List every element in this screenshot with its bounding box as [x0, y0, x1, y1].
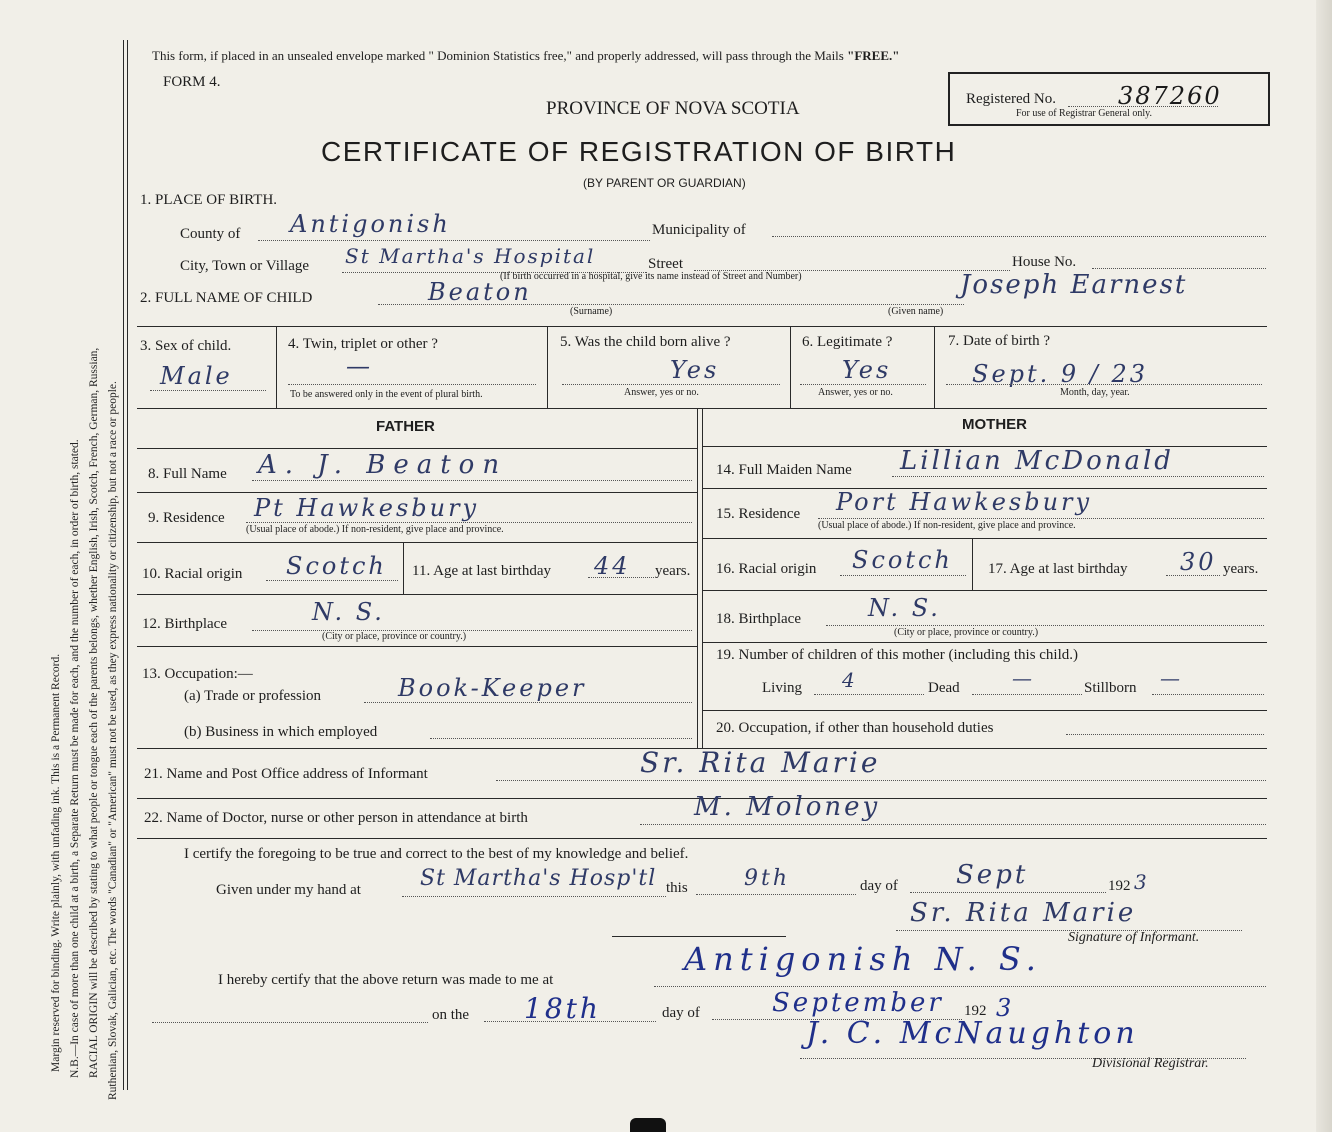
child-name-label: 2. FULL NAME OF CHILD: [140, 290, 313, 306]
given-label: Given under my hand at: [216, 882, 361, 898]
father-birthplace-note: (City or place, province or country.): [322, 631, 467, 642]
date-of-birth-label: 7. Date of birth ?: [948, 333, 1051, 349]
city-value: St Martha's Hospital: [345, 244, 596, 268]
house-number-label: House No.: [1012, 254, 1077, 270]
father-birthplace-value: N. S.: [312, 598, 385, 626]
margin-note-racial-origin: RACIAL ORIGIN will be described by stating to what people or tongue each of the parents belongs, whether English, Irish, Scotch, French, German, Russian,: [88, 347, 100, 1078]
mother-heading: MOTHER: [962, 416, 1027, 433]
registrar-year-suffix: 3: [996, 994, 1012, 1022]
doctor-label: 22. Name of Doctor, nurse or other person in attendance at birth: [144, 810, 528, 826]
informant-value: Sr. Rita Marie: [640, 746, 881, 779]
form-number: FORM 4.: [163, 74, 221, 90]
mother-racial-label: 16. Racial origin: [716, 561, 817, 577]
father-heading: FATHER: [376, 418, 435, 435]
mother-stillborn-label: Stillborn: [1084, 680, 1137, 696]
mother-racial-value: Scotch: [852, 546, 953, 574]
province-heading: PROVINCE OF NOVA SCOTIA: [546, 98, 800, 119]
father-business-label: (b) Business in which employed: [184, 724, 378, 740]
mother-residence-note: (Usual place of abode.) If non-resident, give place and province.: [818, 520, 1076, 531]
legitimate-note: Answer, yes or no.: [818, 387, 893, 398]
registered-number: 387260: [1118, 82, 1222, 110]
registrar-day-of-label: day of: [662, 1005, 700, 1021]
child-given-value: Joseph Earnest: [960, 270, 1188, 300]
mother-living-value: 4: [842, 668, 858, 692]
legitimate-label: 6. Legitimate ?: [802, 334, 893, 350]
given-day-value: 9th: [744, 866, 791, 891]
margin-rule: [123, 40, 124, 1090]
twin-note: To be answered only in the event of plural birth.: [290, 389, 483, 400]
mother-dead-label: Dead: [928, 680, 960, 696]
born-alive-value: Yes: [670, 356, 720, 384]
registrar-note: For use of Registrar General only.: [1016, 108, 1152, 119]
father-residence-note: (Usual place of abode.) If non-resident, give place and province.: [246, 524, 504, 535]
signature-of-informant-caption: Signature of Informant.: [1068, 930, 1200, 945]
registrar-month-value: September: [772, 988, 944, 1018]
divisional-registrar-caption: Divisional Registrar.: [1092, 1056, 1209, 1071]
mother-birthplace-note: (City or place, province or country.): [894, 627, 1039, 638]
mother-children-label: 19. Number of children of this mother (including this child.): [716, 647, 1079, 663]
mother-stillborn-value: —: [1160, 666, 1183, 690]
certificate-title: CERTIFICATE OF REGISTRATION OF BIRTH: [321, 136, 957, 167]
doctor-value: M. Moloney: [694, 792, 881, 822]
margin-note-binding: Margin reserved for binding. Write plainly, with unfading ink. This is a Permanent Record.: [50, 653, 62, 1072]
given-month-value: Sept: [956, 860, 1029, 890]
father-trade-value: Book-Keeper: [398, 674, 587, 702]
registrar-signature: J. C. McNaughton: [806, 1016, 1139, 1051]
mother-age-value: 30: [1180, 548, 1217, 576]
registrar-certify-label: I hereby certify that the above return was made to me at: [218, 972, 554, 988]
given-day-of-label: day of: [860, 878, 898, 894]
informant-label: 21. Name and Post Office address of Informant: [144, 766, 428, 782]
certify-text: I certify the foregoing to be true and correct to the best of my knowledge and belief.: [184, 846, 689, 862]
father-age-value: 44: [594, 552, 631, 580]
father-birthplace-label: 12. Birthplace: [142, 616, 227, 632]
twin-value: —: [346, 352, 373, 380]
born-alive-label: 5. Was the child born alive ?: [560, 334, 731, 350]
father-age-unit: years.: [655, 563, 691, 579]
street-label: Street: [648, 256, 683, 272]
registered-label: Registered No.: [966, 91, 1056, 107]
legitimate-value: Yes: [842, 356, 892, 384]
father-racial-value: Scotch: [286, 552, 387, 580]
mother-living-label: Living: [762, 680, 802, 696]
mother-birthplace-value: N. S.: [868, 594, 941, 622]
date-of-birth-value: Sept. 9 / 23: [972, 360, 1149, 388]
mother-occupation-label: 20. Occupation, if other than household duties: [716, 720, 994, 736]
child-surname-caption: (Surname): [570, 306, 613, 317]
father-residence-value: Pt Hawkesbury: [254, 494, 480, 522]
municipality-label: Municipality of: [652, 222, 746, 238]
margin-note-plural-birth: N.B.—In case of more than one child at a birth, a Separate Return must be made for each, and the number of each, in order of birth, stated.: [69, 439, 81, 1078]
punch-hole: [630, 1118, 666, 1132]
margin-rule-inner: [127, 40, 128, 1090]
paper-edge: [1316, 0, 1332, 1132]
given-year-prefix: 192: [1108, 878, 1131, 894]
sex-label: 3. Sex of child.: [140, 338, 232, 354]
father-occupation-label: 13. Occupation:—: [142, 666, 253, 682]
on-the-label: on the: [432, 1007, 470, 1023]
mother-age-label: 17. Age at last birthday: [988, 561, 1128, 577]
given-year-suffix: 3: [1134, 870, 1147, 894]
born-alive-note: Answer, yes or no.: [624, 387, 699, 398]
county-value: Antigonish: [290, 210, 451, 238]
this-label: this: [666, 880, 688, 896]
registrar-year-prefix: 192: [964, 1003, 987, 1019]
mother-birthplace-label: 18. Birthplace: [716, 611, 801, 627]
mother-name-label: 14. Full Maiden Name: [716, 462, 852, 478]
child-surname-value: Beaton: [428, 278, 532, 306]
certificate-subtitle: (BY PARENT OR GUARDIAN): [583, 176, 746, 190]
mother-age-unit: years.: [1223, 561, 1259, 577]
informant-signature: Sr. Rita Marie: [910, 898, 1137, 928]
child-given-caption: (Given name): [888, 306, 944, 317]
street-note: (If birth occurred in a hospital, give its name instead of Street and Number): [500, 271, 802, 282]
twin-label: 4. Twin, triplet or other ?: [288, 336, 438, 352]
father-trade-label: (a) Trade or profession: [184, 688, 322, 704]
father-age-label: 11. Age at last birthday: [412, 563, 551, 579]
mother-dead-value: —: [1012, 666, 1035, 690]
given-place-value: St Martha's Hosp'tl: [420, 866, 657, 891]
registrar-place-value: Antigonish N. S.: [684, 940, 1042, 978]
mother-name-value: Lillian McDonald: [900, 446, 1174, 476]
registrar-day-value: 18th: [524, 992, 601, 1025]
father-racial-label: 10. Racial origin: [142, 566, 243, 582]
county-label: County of: [180, 226, 241, 242]
sex-value: Male: [160, 362, 233, 390]
father-name-value: A. J. Beaton: [258, 450, 508, 480]
city-label: City, Town or Village: [180, 258, 310, 274]
mother-residence-value: Port Hawkesbury: [836, 488, 1093, 516]
father-name-label: 8. Full Name: [148, 466, 227, 482]
margin-note-racial-words: Ruthenian, Slovak, Galician, etc. The words "Canadian" or "American" must not be used, as they express nationality or citizenship, but not a race or people.: [107, 381, 119, 1100]
mother-residence-label: 15. Residence: [716, 506, 801, 522]
place-of-birth-heading: 1. PLACE OF BIRTH.: [140, 192, 278, 208]
mail-notice: This form, if placed in an unsealed envelope marked " Dominion Statistics free," and properly addressed, will pass through the Mails "FREE.": [152, 48, 900, 63]
father-residence-label: 9. Residence: [148, 510, 225, 526]
date-of-birth-note: Month, day, year.: [1060, 387, 1130, 398]
